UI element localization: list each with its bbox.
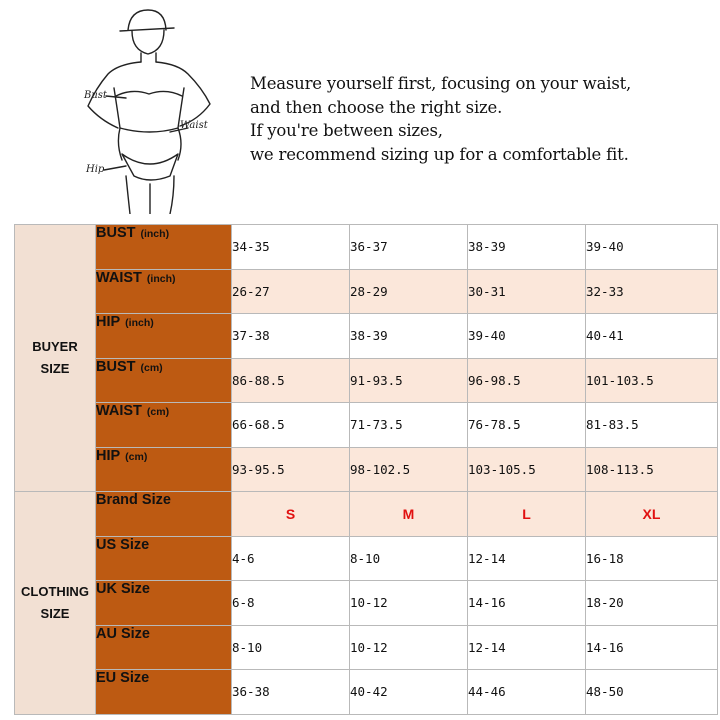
size-value-cell: 76-78.5 — [468, 403, 586, 448]
table-row — [15, 581, 718, 626]
table-row — [15, 269, 718, 314]
size-value-cell: 12-14 — [468, 536, 586, 581]
size-value-cell: 86-88.5 — [232, 358, 350, 403]
size-value-cell: 91-93.5 — [350, 358, 468, 403]
row-label-text: EU Size — [96, 670, 150, 686]
size-value-cell: 103-105.5 — [468, 447, 586, 492]
row-label — [96, 581, 232, 626]
row-label — [96, 269, 232, 314]
row-label-text: HIP — [96, 314, 121, 330]
table-row — [15, 536, 718, 581]
row-label-text: HIP — [96, 447, 121, 464]
group-header-line: CLOTHING — [21, 583, 89, 599]
size-value-cell: 10-12 — [350, 581, 468, 626]
brand-size-cell: S — [232, 492, 350, 537]
body-measurement-illustration — [70, 4, 240, 214]
size-value-cell: 38-39 — [468, 225, 586, 270]
size-value-cell: 39-40 — [586, 225, 718, 270]
bust-figure-label: Bust — [84, 90, 107, 101]
row-label — [96, 314, 232, 359]
row-label-text: BUST — [96, 225, 136, 241]
size-value-cell: 16-18 — [586, 536, 718, 581]
row-label — [96, 670, 232, 715]
size-value-cell: 101-103.5 — [586, 358, 718, 403]
row-label-text: Brand Size — [96, 492, 171, 508]
row-unit: (inch) — [146, 272, 176, 285]
row-unit: (cm) — [146, 406, 170, 418]
row-label-text: BUST — [96, 358, 136, 375]
row-label — [96, 536, 232, 581]
brand-size-cell: L — [468, 492, 586, 537]
size-value-cell: 48-50 — [586, 670, 718, 715]
row-label-text: WAIST — [96, 269, 142, 286]
row-unit: (inch) — [140, 228, 170, 240]
size-value-cell: 40-41 — [586, 314, 718, 359]
size-value-cell: 44-46 — [468, 670, 586, 715]
size-value-cell: 108-113.5 — [586, 447, 718, 492]
size-value-cell: 93-95.5 — [232, 447, 350, 492]
row-label-text: WAIST — [96, 403, 142, 419]
size-value-cell: 81-83.5 — [586, 403, 718, 448]
size-value-cell: 96-98.5 — [468, 358, 586, 403]
group-header-line: SIZE — [40, 605, 70, 621]
row-unit: (cm) — [140, 361, 163, 374]
row-label — [96, 225, 232, 270]
header-section — [0, 0, 720, 222]
size-value-cell: 30-31 — [468, 269, 586, 314]
table-row — [15, 314, 718, 359]
size-value-cell: 8-10 — [350, 536, 468, 581]
row-label — [96, 358, 232, 403]
group-header-line: SIZE — [40, 361, 70, 376]
row-label — [96, 403, 232, 448]
size-value-cell: 18-20 — [586, 581, 718, 626]
instruction-line: If you're between sizes, — [250, 121, 443, 140]
table-row — [15, 670, 718, 715]
row-label-text: AU Size — [96, 625, 150, 642]
size-value-cell: 37-38 — [232, 314, 350, 359]
row-label — [96, 447, 232, 492]
size-value-cell: 66-68.5 — [232, 403, 350, 448]
size-value-cell: 14-16 — [468, 581, 586, 626]
instruction-line: and then choose the right size. — [250, 97, 503, 117]
size-value-cell: 12-14 — [468, 625, 586, 670]
row-unit: (cm) — [125, 450, 148, 463]
size-value-cell: 14-16 — [586, 625, 718, 670]
size-value-cell: 6-8 — [232, 581, 350, 626]
size-value-cell: 38-39 — [350, 314, 468, 359]
size-value-cell: 98-102.5 — [350, 447, 468, 492]
table-row — [15, 358, 718, 403]
waist-figure-label: Waist — [180, 120, 208, 131]
hip-figure-label: Hip — [86, 164, 105, 175]
group-header — [15, 225, 96, 492]
row-label — [96, 625, 232, 670]
brand-size-cell: XL — [586, 492, 718, 537]
instruction-line: Measure yourself first, focusing on your waist, — [250, 74, 632, 93]
size-value-cell: 36-38 — [232, 670, 350, 715]
size-value-cell: 36-37 — [350, 225, 468, 270]
brand-size-cell: M — [350, 492, 468, 537]
table-row — [15, 447, 718, 492]
size-value-cell: 40-42 — [350, 670, 468, 715]
group-header-line: BUYER — [32, 339, 78, 354]
size-value-cell: 39-40 — [468, 314, 586, 359]
table-row — [15, 403, 718, 448]
size-value-cell: 71-73.5 — [350, 403, 468, 448]
size-value-cell: 4-6 — [232, 536, 350, 581]
group-header — [15, 492, 96, 715]
row-label-text: UK Size — [96, 581, 150, 597]
size-value-cell: 10-12 — [350, 625, 468, 670]
row-label-text: US Size — [96, 536, 150, 553]
instruction-line: we recommend sizing up for a comfortable fit. — [250, 144, 629, 164]
measurement-instructions — [250, 72, 710, 166]
row-unit: (inch) — [125, 317, 154, 329]
size-chart-table — [14, 224, 718, 715]
size-value-cell: 28-29 — [350, 269, 468, 314]
size-value-cell: 26-27 — [232, 269, 350, 314]
size-value-cell: 8-10 — [232, 625, 350, 670]
size-value-cell: 34-35 — [232, 225, 350, 270]
table-row — [15, 625, 718, 670]
table-row — [15, 225, 718, 270]
row-label — [96, 492, 232, 537]
size-value-cell: 32-33 — [586, 269, 718, 314]
table-row — [15, 492, 718, 537]
